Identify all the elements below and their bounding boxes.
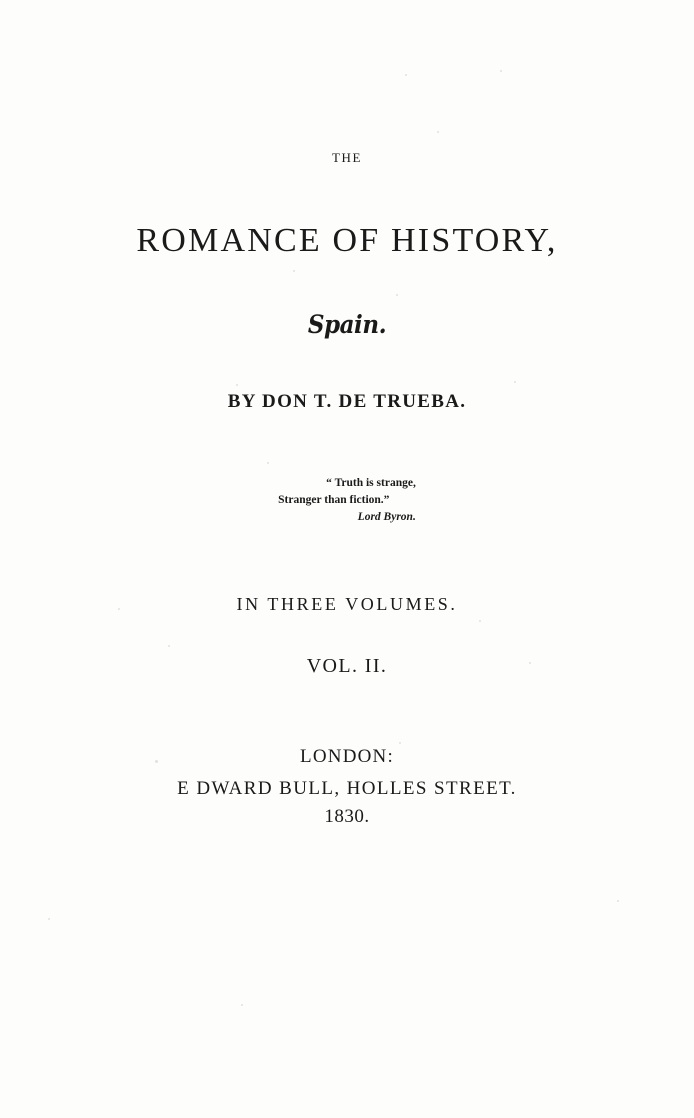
series-label: THE (331, 150, 363, 165)
page-title: ROMANCE OF HISTORY, (136, 222, 558, 259)
imprint-city: LONDON: (300, 746, 394, 768)
author-statement: BY DON T. DE TRUEBA. (227, 391, 467, 412)
epigraph-attribution: Lord Byron. (357, 511, 416, 524)
paper-speck (241, 1004, 243, 1006)
imprint-year: 1830. (324, 806, 370, 828)
epigraph-line-2: Stranger than fiction.” (278, 493, 390, 506)
volume-number: VOL. II. (306, 655, 388, 678)
epigraph-line-1: “ Truth is strange, (326, 477, 416, 489)
imprint-publisher: E DWARD BULL, HOLLES STREET. (177, 778, 517, 800)
subtitle: Spain. (307, 310, 387, 339)
paper-speck (617, 900, 619, 902)
volumes-statement: IN THREE VOLUMES. (236, 594, 458, 615)
paper-speck (48, 918, 50, 920)
epigraph (278, 475, 416, 526)
